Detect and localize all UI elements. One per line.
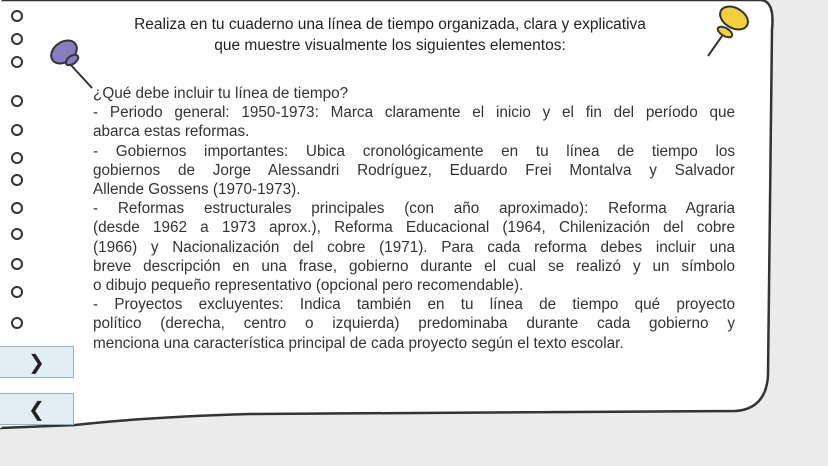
- spiral-ring: [11, 174, 23, 186]
- spiral-ring: [11, 202, 23, 214]
- spiral-ring: [11, 33, 23, 45]
- previous-button[interactable]: [0, 393, 74, 425]
- text-line: - Reformas estructurales principales (con año aproximado): Reforma Agraria: [93, 200, 735, 218]
- spiral-ring: [11, 286, 23, 298]
- spiral-ring: [11, 317, 23, 329]
- spiral-ring: [11, 95, 23, 107]
- text-line: o dibujo pequeño representativo (opcional pero recomendable).: [93, 277, 524, 295]
- instructions-text: [93, 84, 735, 353]
- spiral-ring: [11, 152, 23, 164]
- next-button[interactable]: [0, 346, 74, 378]
- text-line: breve descripción en una frase, gobierno durante el cual se realizó y un símbolo: [93, 257, 735, 275]
- spiral-ring: [11, 228, 23, 240]
- text-line: abarca estas reformas.: [93, 123, 250, 141]
- text-line: - Gobiernos importantes: Ubica cronológicamente en tu línea de tiempo los: [93, 142, 735, 160]
- spiral-ring: [11, 56, 23, 68]
- spiral-ring: [11, 258, 23, 270]
- text-line: (desde 1962 a 1973 aprox.), Reforma Educacional (1964, Chilenización del cobre: [93, 219, 735, 237]
- chevron-left-icon: ❮: [28, 397, 45, 421]
- activity-title: [84, 14, 696, 56]
- text-line: (1966) y Nacionalización del cobre (1971). Para cada reforma debes incluir una: [93, 238, 735, 256]
- text-line: político (derecha, centro o izquierda) predominaba durante cada gobierno y: [93, 315, 735, 333]
- text-line: - Proyectos excluyentes: Indica también en tu línea de tiempo qué proyecto: [93, 296, 735, 314]
- text-line: - Periodo general: 1950-1973: Marca claramente el inicio y el fin del período que: [93, 104, 735, 122]
- spiral-ring: [11, 10, 23, 22]
- title-line: Realiza en tu cuaderno una línea de tiempo organizada, clara y explicativa: [134, 16, 646, 33]
- text-line: menciona una característica principal de cada proyecto según el texto escolar.: [93, 334, 624, 352]
- spiral-ring: [11, 124, 23, 136]
- pushpin-yellow-icon: [700, 2, 756, 62]
- text-line: Allende Gossens (1970-1973).: [93, 181, 301, 199]
- text-line: gobiernos de Jorge Alessandri Rodríguez, Eduardo Frei Montalva y Salvador: [93, 161, 735, 179]
- title-line: que muestre visualmente los siguientes elementos:: [214, 37, 566, 54]
- chevron-right-icon: ❯: [28, 350, 45, 374]
- text-line: ¿Qué debe incluir tu línea de tiempo?: [93, 85, 349, 102]
